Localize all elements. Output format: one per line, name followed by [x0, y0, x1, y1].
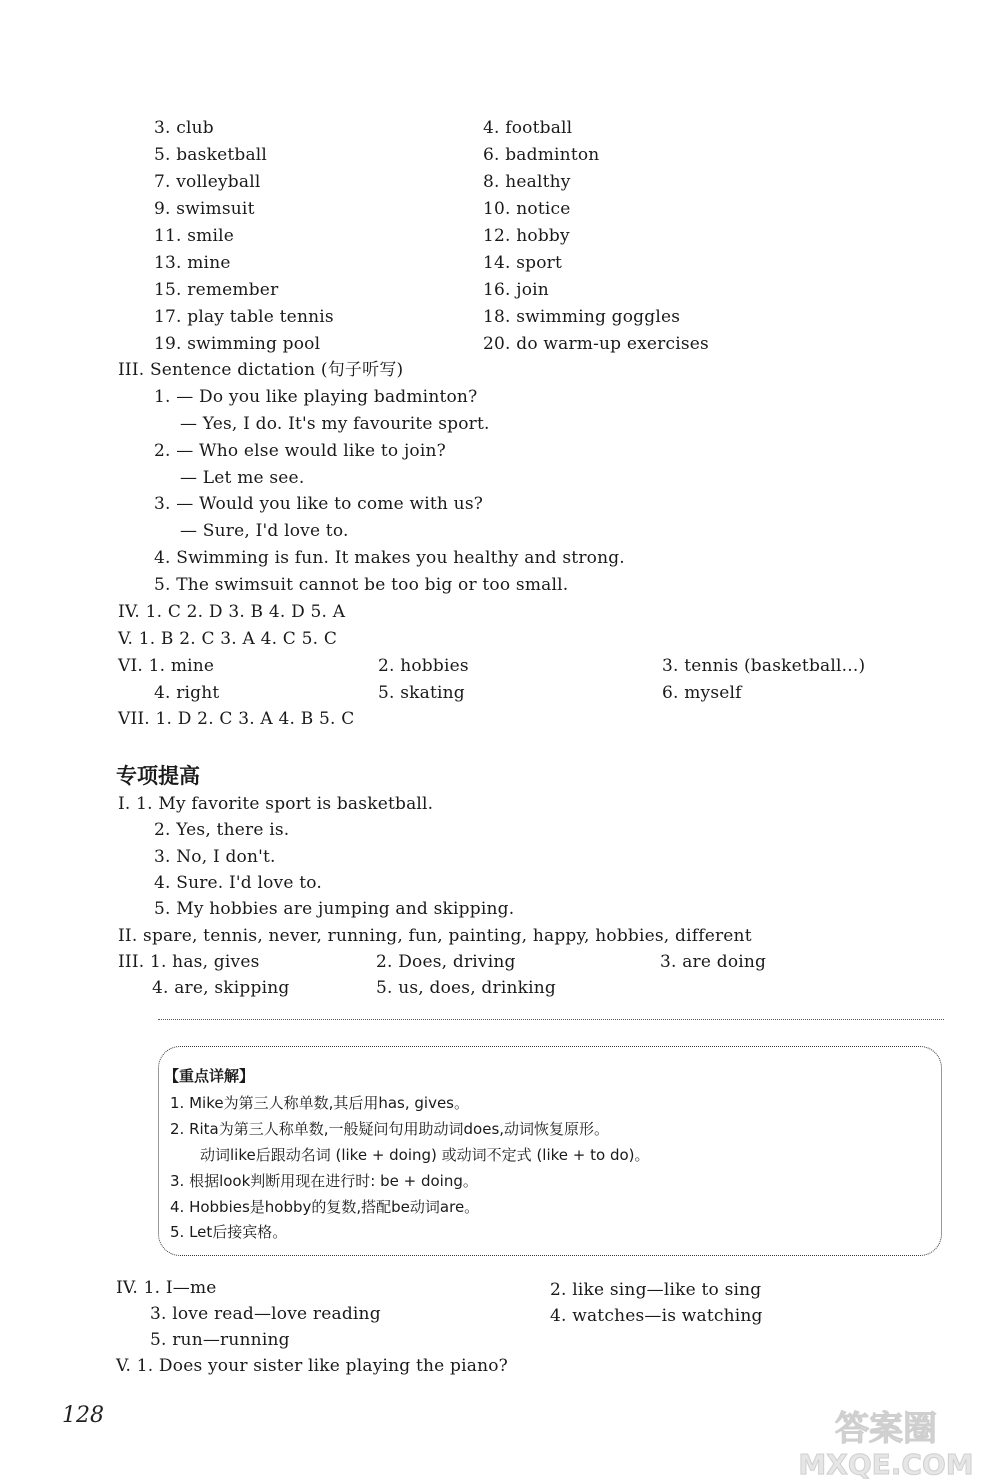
answer-line: 4. football: [483, 118, 573, 138]
answer-line: 10. notice: [483, 199, 571, 219]
answer-line: 11. smile: [154, 226, 235, 246]
answer-line: 12. hobby: [483, 226, 570, 246]
answer-line: 15. remember: [154, 280, 279, 300]
answer-line: 6. myself: [662, 683, 742, 703]
answer-line: 2. Does, driving: [376, 952, 516, 972]
answer-line: 4. Sure. I'd love to.: [154, 873, 322, 893]
answer-line: I. 1. My favorite sport is basketball.: [118, 794, 434, 814]
page-number: 128: [62, 1403, 104, 1428]
note-line: 5. Let后接宾格。: [170, 1223, 288, 1241]
note-line: 1. Mike为第三人称单数,其后用has, gives。: [170, 1094, 469, 1112]
answer-line: 5. The swimsuit cannot be too big or too small.: [154, 575, 569, 595]
answer-line: 7. volleyball: [154, 172, 261, 192]
answer-line: 5. My hobbies are jumping and skipping.: [154, 899, 515, 919]
answer-line: 20. do warm-up exercises: [483, 334, 709, 354]
answer-line: 2. hobbies: [378, 656, 469, 676]
answer-line: 6. badminton: [483, 145, 600, 165]
answer-line: 3. are doing: [660, 952, 767, 972]
answer-line: VII. 1. D 2. C 3. A 4. B 5. C: [118, 709, 355, 729]
note-line: 3. 根据look判断用现在进行时: be + doing。: [170, 1172, 478, 1190]
answer-line: 3. love read—love reading: [150, 1304, 381, 1324]
answer-line: — Sure, I'd love to.: [180, 521, 349, 541]
answer-line: 4. are, skipping: [152, 978, 290, 998]
answer-line: 3. club: [154, 118, 214, 138]
answer-line: 8. healthy: [483, 172, 571, 192]
note-line: 2. Rita为第三人称单数,一般疑问句用助动词does,动词恢复原形。: [170, 1120, 610, 1138]
answer-line: 4. Swimming is fun. It makes you healthy and strong.: [154, 548, 625, 568]
answer-line: 17. play table tennis: [154, 307, 334, 327]
answer-line: 3. — Would you like to come with us?: [154, 494, 484, 514]
answer-line: 14. sport: [483, 253, 563, 273]
answer-line: 3. tennis (basketball...): [662, 656, 866, 676]
answer-line: 5. skating: [378, 683, 465, 703]
answer-line: III. Sentence dictation (句子听写): [118, 360, 404, 380]
answer-line: III. 1. has, gives: [118, 952, 260, 972]
watermark-bottom: MXQE.COM: [798, 1448, 974, 1480]
answer-line: 1. — Do you like playing badminton?: [154, 387, 478, 407]
answer-line: 2. — Who else would like to join?: [154, 441, 446, 461]
answer-line: II. spare, tennis, never, running, fun, painting, happy, hobbies, different: [118, 926, 752, 946]
answer-line: 9. swimsuit: [154, 199, 255, 219]
answer-line: 16. join: [483, 280, 549, 300]
answer-line: VI. 1. mine: [118, 656, 215, 676]
answer-line: 4. right: [154, 683, 220, 703]
answer-line: 3. No, I don't.: [154, 847, 276, 867]
watermark-logo: [786, 1402, 986, 1480]
answer-line: 5. run—running: [150, 1330, 290, 1350]
answer-line: 4. watches—is watching: [550, 1306, 763, 1326]
answer-line: 5. basketball: [154, 145, 268, 165]
answer-line: V. 1. Does your sister like playing the piano?: [116, 1356, 508, 1376]
watermark-top: 答案圈: [835, 1409, 937, 1449]
note-title: 【重点详解】: [164, 1067, 255, 1085]
note-line: 4. Hobbies是hobby的复数,搭配be动词are。: [170, 1198, 480, 1216]
answer-line: 2. like sing—like to sing: [550, 1280, 762, 1300]
answer-line: 13. mine: [154, 253, 231, 273]
dotted-divider: [158, 1019, 944, 1020]
answer-line: — Let me see.: [180, 468, 305, 488]
section-heading: 专项提高: [116, 764, 200, 788]
answer-line: 19. swimming pool: [154, 334, 321, 354]
answer-line: — Yes, I do. It's my favourite sport.: [180, 414, 490, 434]
answer-line: IV. 1. I—me: [116, 1278, 217, 1298]
answer-line: IV. 1. C 2. D 3. B 4. D 5. A: [118, 602, 346, 622]
answer-line: 18. swimming goggles: [483, 307, 681, 327]
answer-line: 2. Yes, there is.: [154, 820, 290, 840]
answer-line: V. 1. B 2. C 3. A 4. C 5. C: [118, 629, 338, 649]
note-line: 动词like后跟动名词 (like + doing) 或动词不定式 (like + to do)。: [200, 1146, 650, 1164]
answer-line: 5. us, does, drinking: [376, 978, 556, 998]
